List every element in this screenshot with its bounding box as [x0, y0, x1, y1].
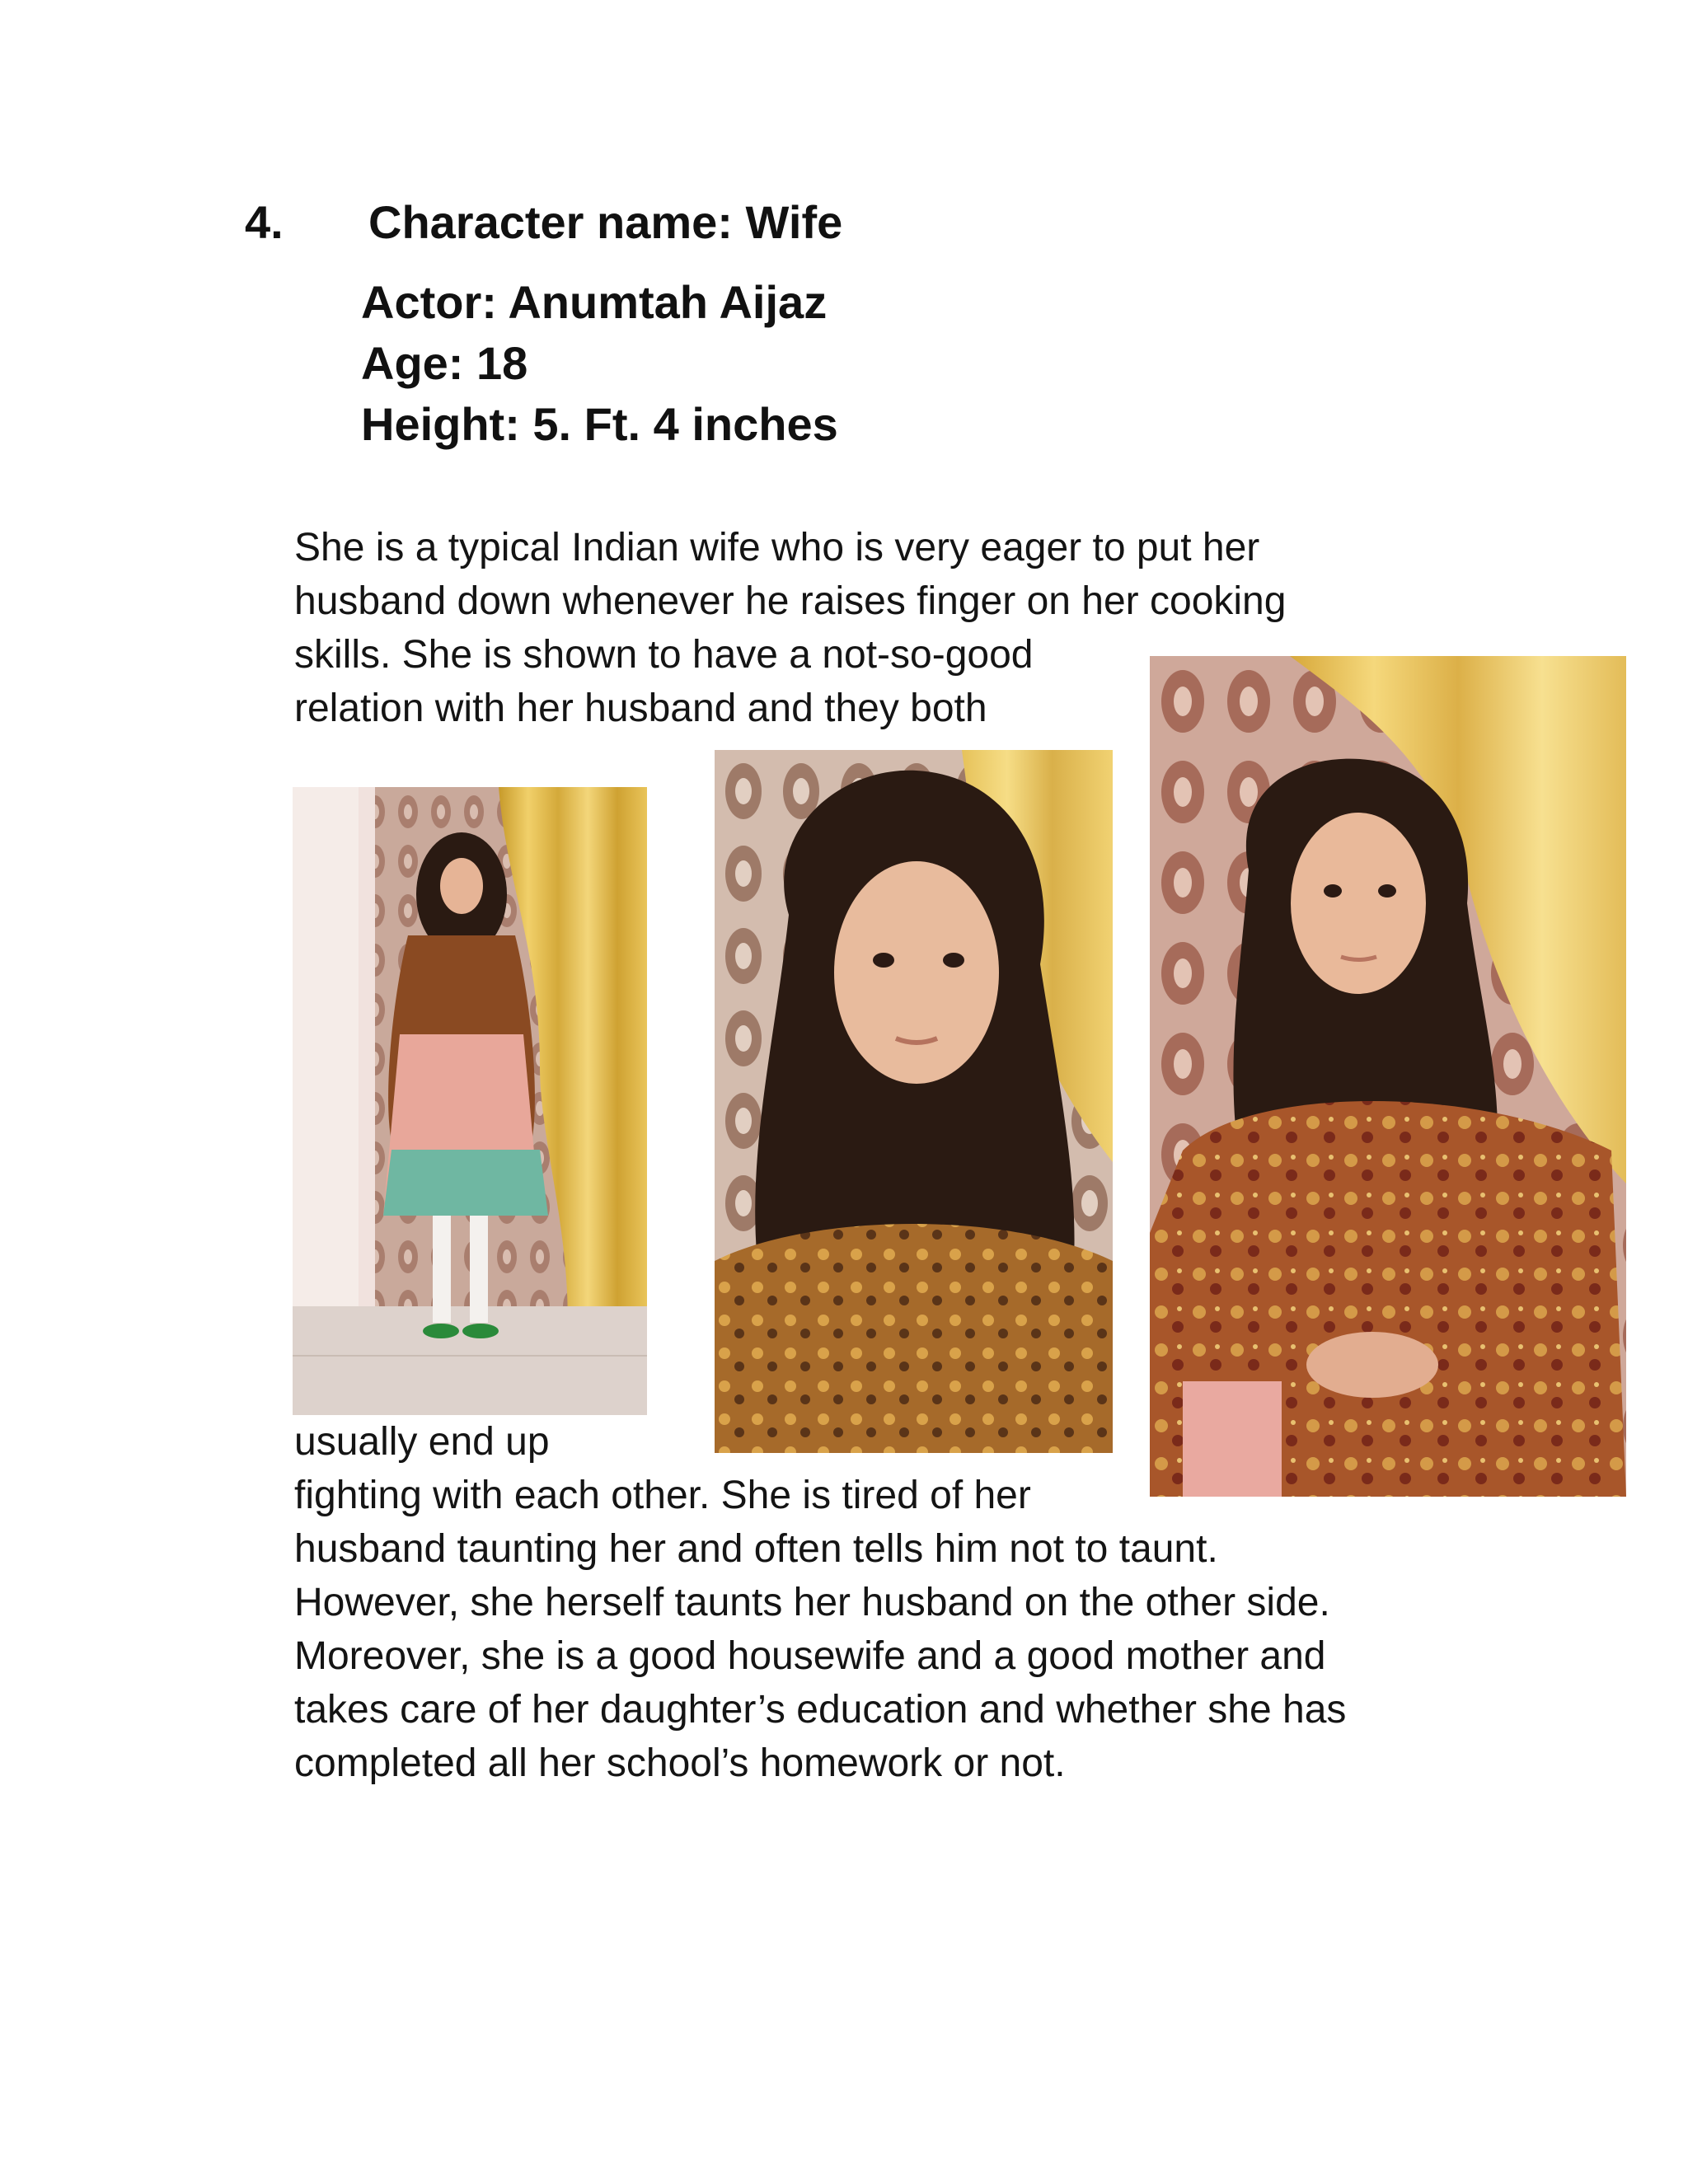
character-name-heading: Character name: Wife	[368, 196, 843, 248]
actor-line: Actor: Anumtah Aijaz	[361, 276, 828, 328]
description-line: husband taunting her and often tells him not to taunt.	[294, 1527, 1218, 1571]
description-line: usually end up	[294, 1420, 550, 1464]
description-line: fighting with each other. She is tired of her	[294, 1474, 1031, 1517]
full-length-standing-photo	[293, 787, 647, 1415]
description-line: husband down whenever he raises finger on her cooking	[294, 579, 1287, 623]
section-number: 4.	[245, 196, 284, 248]
height-line: Height: 5. Ft. 4 inches	[361, 398, 838, 450]
description-line: skills. She is shown to have a not-so-good	[294, 633, 1034, 677]
description-line: relation with her husband and they both	[294, 687, 987, 730]
seated-portrait-photo	[1150, 656, 1626, 1497]
description-line: Moreover, she is a good housewife and a good mother and	[294, 1634, 1326, 1678]
age-line: Age: 18	[361, 337, 528, 389]
description-line: completed all her school’s homework or not.	[294, 1741, 1066, 1785]
description-line: She is a typical Indian wife who is very eager to put her	[294, 526, 1260, 569]
description-line: takes care of her daughter’s education and whether she has	[294, 1688, 1347, 1732]
description-line: However, she herself taunts her husband on the other side.	[294, 1581, 1330, 1624]
close-up-selfie-photo	[715, 750, 1113, 1453]
